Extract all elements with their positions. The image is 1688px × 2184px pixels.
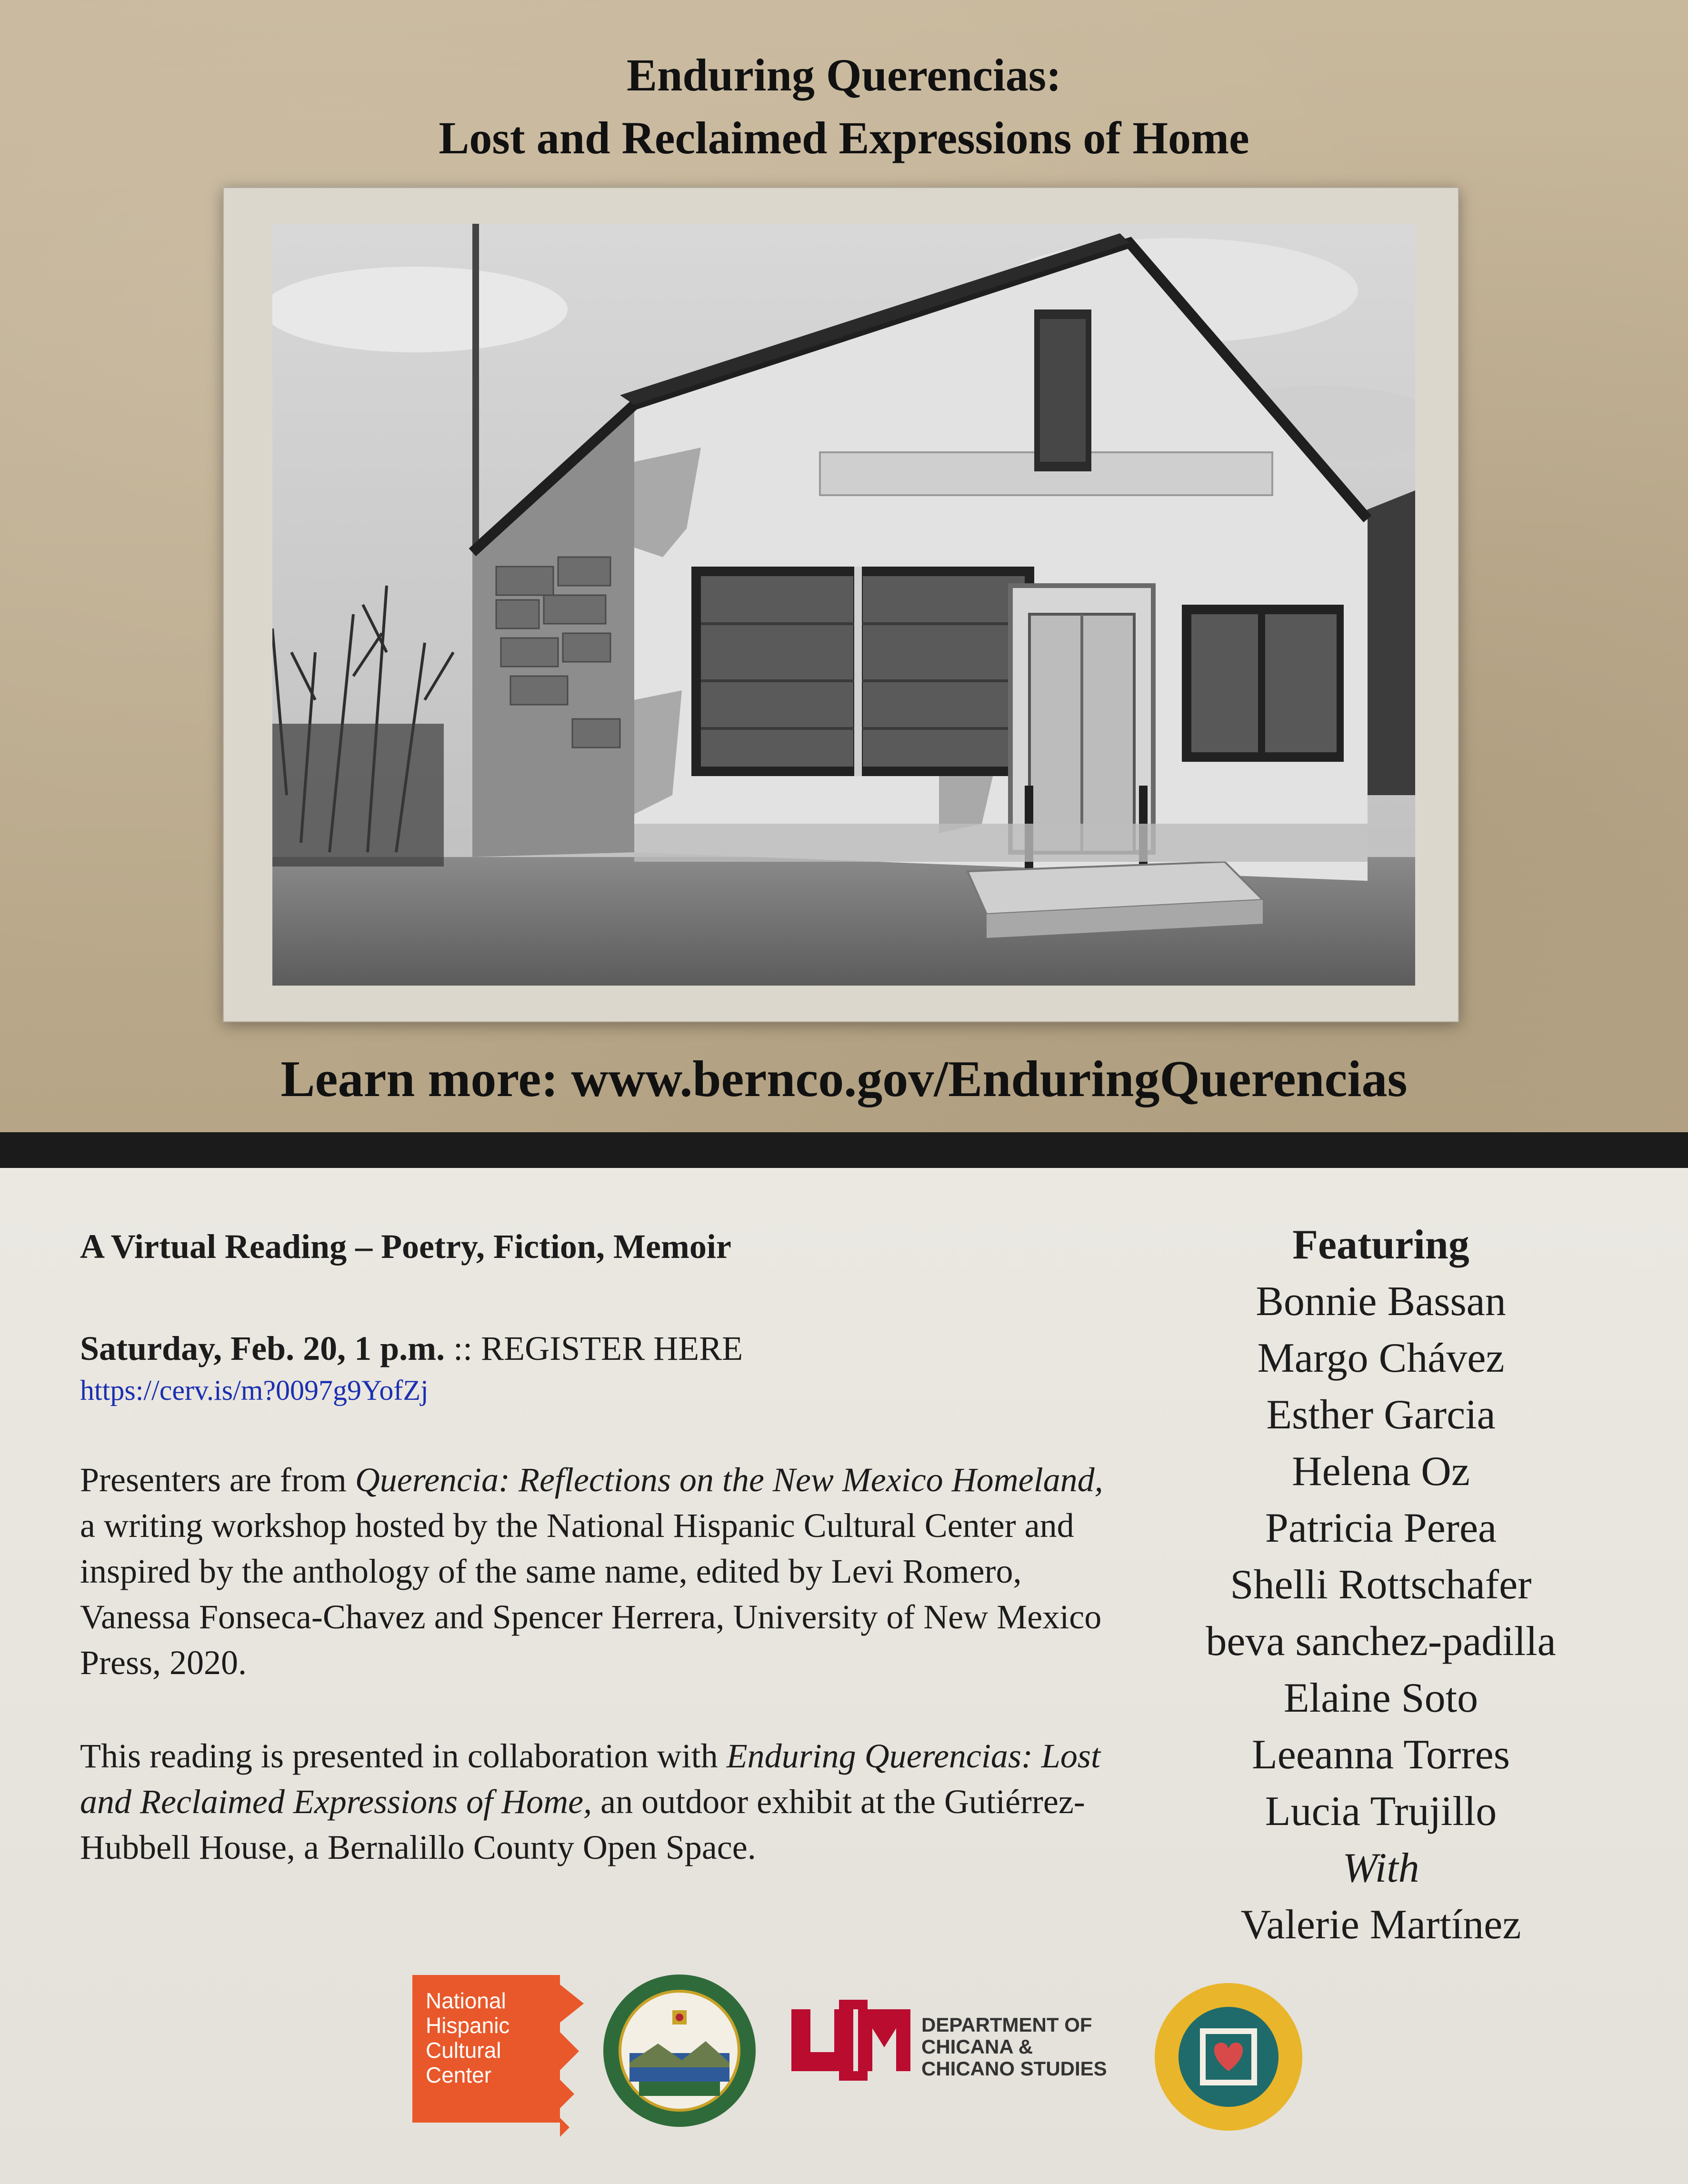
adobe-building-photo <box>272 224 1415 986</box>
sponsor-logos <box>0 1966 1688 2166</box>
presenter-name: Lucia Trujillo <box>1265 1788 1497 1835</box>
p1-rest: a writing workshop hosted by the National Hispanic Cultural Center and inspired by the anthology of the same name, edited by Levi Romero, Vanessa Fonseca-Chavez and Spencer Herrera, University of New Mexico Press, 2020. <box>80 1506 1102 1682</box>
presenter-name: Helena Oz <box>1292 1448 1470 1495</box>
presenter-name: Esther Garcia <box>1266 1392 1496 1438</box>
with-label: With <box>1342 1845 1419 1891</box>
nhcc-logo-line: Hispanic <box>426 2013 510 2038</box>
date-separator: :: <box>445 1329 481 1367</box>
presenter-name: Elaine Soto <box>1283 1675 1478 1721</box>
presenter-name: Margo Chávez <box>1257 1335 1505 1381</box>
building-illustration <box>272 224 1415 986</box>
bernalillo-county-seal-icon <box>601 1972 758 2129</box>
nhcc-logo-line: National <box>426 1988 506 2013</box>
nhcc-logo <box>412 1975 560 2123</box>
collaboration-paragraph <box>80 1733 1104 1870</box>
presenter-name: Bonnie Bassan <box>1256 1278 1506 1325</box>
dept-line: CHICANO STUDIES <box>921 2057 1107 2080</box>
presenter-name: beva sanchez-padilla <box>1206 1618 1556 1665</box>
registration-link[interactable]: https://cerv.is/m?0097g9YofZj <box>80 1375 429 1406</box>
nhcc-logo-line: Center <box>426 2063 492 2087</box>
dept-line: CHICANA & <box>921 2035 1033 2058</box>
presenter-name: Shelli Rottschafer <box>1230 1562 1532 1608</box>
presenters-paragraph <box>80 1457 1104 1685</box>
learn-more-url[interactable]: Learn more: www.bernco.gov/EnduringQuerencias <box>280 1051 1408 1107</box>
nm-safe-certified-badge-icon <box>1152 1981 1305 2133</box>
event-details <box>80 1224 1104 1870</box>
featuring-heading: Featuring <box>1292 1222 1469 1268</box>
special-guest-name: Valerie Martínez <box>1240 1902 1521 1948</box>
presenter-name: Leeanna Torres <box>1252 1732 1510 1778</box>
title-line-1: Enduring Querencias: <box>626 50 1062 100</box>
p2-exhibit-title: Enduring Querencias: Lost and Reclaimed Expressions of Home, <box>80 1737 1100 1821</box>
p2-rest: an outdoor exhibit at the Gutiérrez-Hubbell House, a Bernalillo County Open Space. <box>80 1783 1085 1866</box>
p2-start: This reading is presented in collaboration with <box>80 1737 727 1775</box>
dept-line: DEPARTMENT OF <box>921 2014 1092 2036</box>
unm-logo-icon <box>791 2000 915 2085</box>
presenter-name: Patricia Perea <box>1265 1505 1497 1551</box>
date-line <box>80 1326 1104 1371</box>
divider-bar <box>0 1132 1688 1168</box>
register-label[interactable]: REGISTER HERE <box>481 1329 743 1367</box>
p1-start: Presenters are from <box>80 1461 355 1499</box>
featuring-list <box>1167 1217 1595 1953</box>
chicana-chicano-studies-label <box>921 2014 1140 2080</box>
nhcc-pattern-icon <box>560 1975 589 2165</box>
nhcc-logo-line: Cultural <box>426 2038 501 2063</box>
event-subhead: A Virtual Reading – Poetry, Fiction, Memoir <box>80 1227 731 1266</box>
p1-book-title: Querencia: Reflections on the New Mexico Homeland, <box>355 1461 1103 1499</box>
title-line-2: Lost and Reclaimed Expressions of Home <box>439 112 1249 163</box>
photo-frame <box>223 187 1459 1022</box>
event-date: Saturday, Feb. 20, 1 p.m. <box>80 1329 445 1367</box>
